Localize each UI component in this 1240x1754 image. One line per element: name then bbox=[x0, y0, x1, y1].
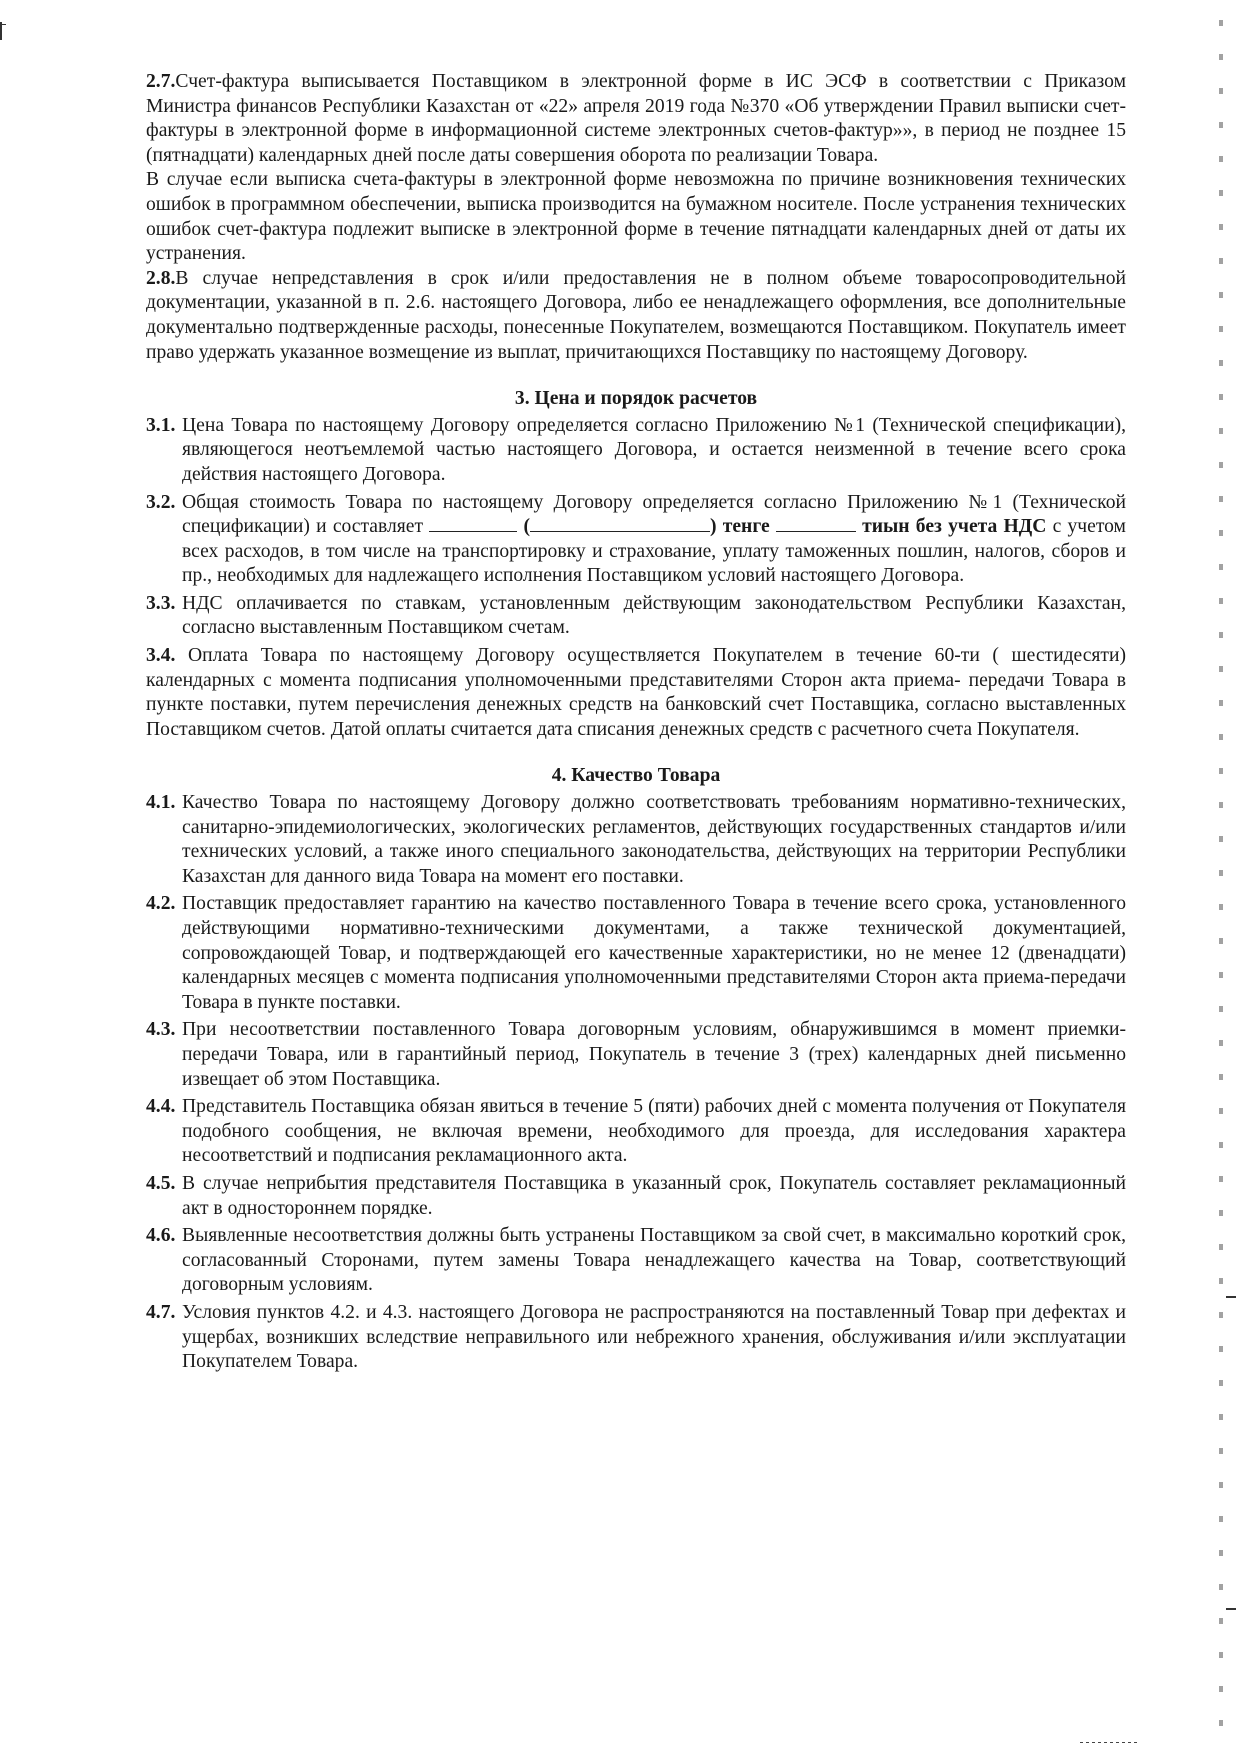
clause-number: 4.3. bbox=[146, 1019, 176, 1041]
clause-2-7-paragraph: В случае если выписка счета-фактуры в электронной форме невозможна по причине возникновения технических ошибок в программном обеспечении, выписка производится на бумажном носителе. После устранения технических ошибок счет-фактура подлежит выписке в электронной форме в течение пятнадцати календарных дней от даты их устранения. bbox=[146, 169, 1126, 265]
currency-tenge: тенге bbox=[722, 516, 770, 538]
clause-4-5 bbox=[146, 1172, 1126, 1221]
clause-number: 3.1. bbox=[146, 414, 176, 436]
clause-text: Представитель Поставщика обязан явиться в течение 5 (пяти) рабочих дней с момента получения от Покупателя подобного сообщения, не включая времени, необходимого для проезда, для исследования характера несоответствий и подписания рекламационного акта. bbox=[182, 1096, 1126, 1167]
tiyn-vat-label: тиын без учета НДС bbox=[862, 516, 1047, 538]
clause-4-3 bbox=[146, 1018, 1126, 1092]
clause-number: 4.1. bbox=[146, 792, 176, 814]
clause-number: 4.6. bbox=[146, 1225, 176, 1247]
section-heading-4: 4. Качество Товара bbox=[551, 765, 721, 787]
clause-3-4 bbox=[146, 644, 1126, 742]
paren-open: ( bbox=[523, 516, 530, 538]
clause-number: 3.2. bbox=[146, 491, 176, 513]
amount-blank bbox=[429, 515, 517, 532]
clause-text: Цена Товара по настоящему Договору определяется согласно Приложению №1 (Технической спецификации), являющегося неотъемлемой частью настоящего Договора, и остается неизменной в течение всего срока действия настоящего Договора. bbox=[182, 414, 1126, 485]
clause-text: Счет-фактура выписывается Поставщиком в электронной форме в ИС ЭСФ в соответствии с Приказом Министра финансов Республики Казахстан от «22» апреля 2019 года №370 «Об утверждении Правил выписки счет-фактуры в электронной форме в информационной системе электронных счетов-фактур»», в период не позднее 15 (пятнадцати) календарных дней после даты совершения оборота по реализации Товара. bbox=[146, 71, 1126, 166]
clause-text: Поставщик предоставляет гарантию на качество поставленного Товара в течение всего срока, установленного действующими нормативно-техническими документами, а также технической документацией, сопровождающей Товар, и подтверждающей его качественные характеристики, но не менее 12 (двенадцати) календарных месяцев с момента подписания уполномоченными представителями Сторон акта приема-передачи Товара в пункте поставки. bbox=[182, 893, 1126, 1013]
clause-number: 4.2. bbox=[146, 893, 176, 915]
clause-text: В случае неприбытия представителя Поставщика в указанный срок, Покупатель составляет рекламационный акт в одностороннем порядке. bbox=[182, 1172, 1126, 1219]
clause-number: 2.7. bbox=[146, 71, 176, 92]
clause-text: Качество Товара по настоящему Договору должно соответствовать требованиям нормативно-технических, санитарно-эпидемиологических, экологических регламентов, действующих государственных стандартов и/или технических условий, а также иного специального законодательства, действующих на территории Республики Казахстан для данного вида Товара на момент его поставки. bbox=[182, 792, 1126, 887]
clause-4-2 bbox=[146, 892, 1126, 1015]
scan-edge-artifact bbox=[1226, 1296, 1236, 1298]
clause-4-1 bbox=[146, 791, 1126, 889]
clause-text: Выявленные несоответствия должны быть устранены Поставщиком за свой счет, в максимально короткий срок, согласованный Сторонами, путем замены Товара ненадлежащего качества на Товар, соответствующий договорным условиям. bbox=[182, 1225, 1126, 1296]
clause-text: НДС оплачивается по ставкам, установленным действующим законодательством Республики Казахстан, согласно выставленным Поставщиком счетам. bbox=[182, 592, 1126, 639]
clause-number: 2.8. bbox=[146, 267, 176, 289]
clause-4-4 bbox=[146, 1095, 1126, 1169]
scan-edge-artifact bbox=[1219, 20, 1223, 1740]
clause-number: 3.4. bbox=[146, 645, 176, 667]
clause-2-8 bbox=[146, 267, 1126, 365]
clause-text: Оплата Товара по настоящему Договору осуществляется Покупателем в течение 60-ти ( шестидесяти) календарных с момента подписания уполномоченными представителями Сторон акта приема- передачи Товара в пункте поставки, путем перечисления денежных средств на банковский счет Поставщика, согласно выставленных Поставщиком счетов. Датой оплаты считается дата списания денежных средств с расчетного счета Покупателя. bbox=[146, 645, 1126, 740]
section-heading-3: 3. Цена и порядок расчетов bbox=[514, 388, 758, 410]
clause-number: 3.3. bbox=[146, 592, 176, 614]
clause-text: с учетом всех расходов, в том числе на транспортировку и страхование, уплату таможенных пошлин, налогов, сборов и пр., необходимых для надлежащего исполнения Поставщиком условий настоящего Договора. bbox=[182, 516, 1126, 587]
clause-text: В случае непредставления в срок и/или предоставления не в полном объеме товаросопроводительной документации, указанной в п. 2.6. настоящего Договора, либо ее ненадлежащего оформления, все дополнительные документально подтвержденные расходы, понесенные Покупателем, возмещаются Поставщиком. Покупатель имеет право удержать указанное возмещение из выплат, причитающихся Поставщику по настоящему Договору. bbox=[146, 267, 1126, 363]
scan-footer-artifact bbox=[1080, 1742, 1140, 1743]
clause-text: Условия пунктов 4.2. и 4.3. настоящего Договора не распространяются на поставленный Товар при дефектах и ущербах, возникших вследствие неправильного или небрежного хранения, обслуживания и/или эксплуатации Покупателем Товара. bbox=[182, 1301, 1126, 1373]
tiyn-blank bbox=[776, 515, 856, 532]
clause-number: 4.5. bbox=[146, 1172, 176, 1194]
clause-3-1 bbox=[146, 414, 1126, 488]
clause-4-6 bbox=[146, 1224, 1126, 1298]
clause-3-2 bbox=[146, 491, 1126, 589]
clause-3-3 bbox=[146, 592, 1126, 641]
amount-words-blank bbox=[530, 515, 710, 532]
clause-2-7 bbox=[146, 70, 1126, 168]
scan-edge-artifact bbox=[1226, 1608, 1236, 1610]
clause-number: 4.7. bbox=[146, 1301, 176, 1323]
clause-number: 4.4. bbox=[146, 1096, 176, 1118]
paren-close: ) bbox=[709, 516, 717, 538]
clause-4-7 bbox=[146, 1301, 1126, 1375]
clause-text: Общая стоимость Товара по настоящему Договору определяется согласно Приложению №1 (Технической спецификации) и составляет bbox=[182, 491, 1126, 538]
document-body bbox=[146, 70, 1126, 1378]
clause-text: При несоответствии поставленного Товара договорным условиям, обнаружившимся в момент приемки-передачи Товара, или в гарантийный период, Покупатель в течение 3 (трех) календарных дней письменно извещает об этом Поставщика. bbox=[182, 1019, 1126, 1090]
scan-margin-mark bbox=[0, 24, 6, 25]
